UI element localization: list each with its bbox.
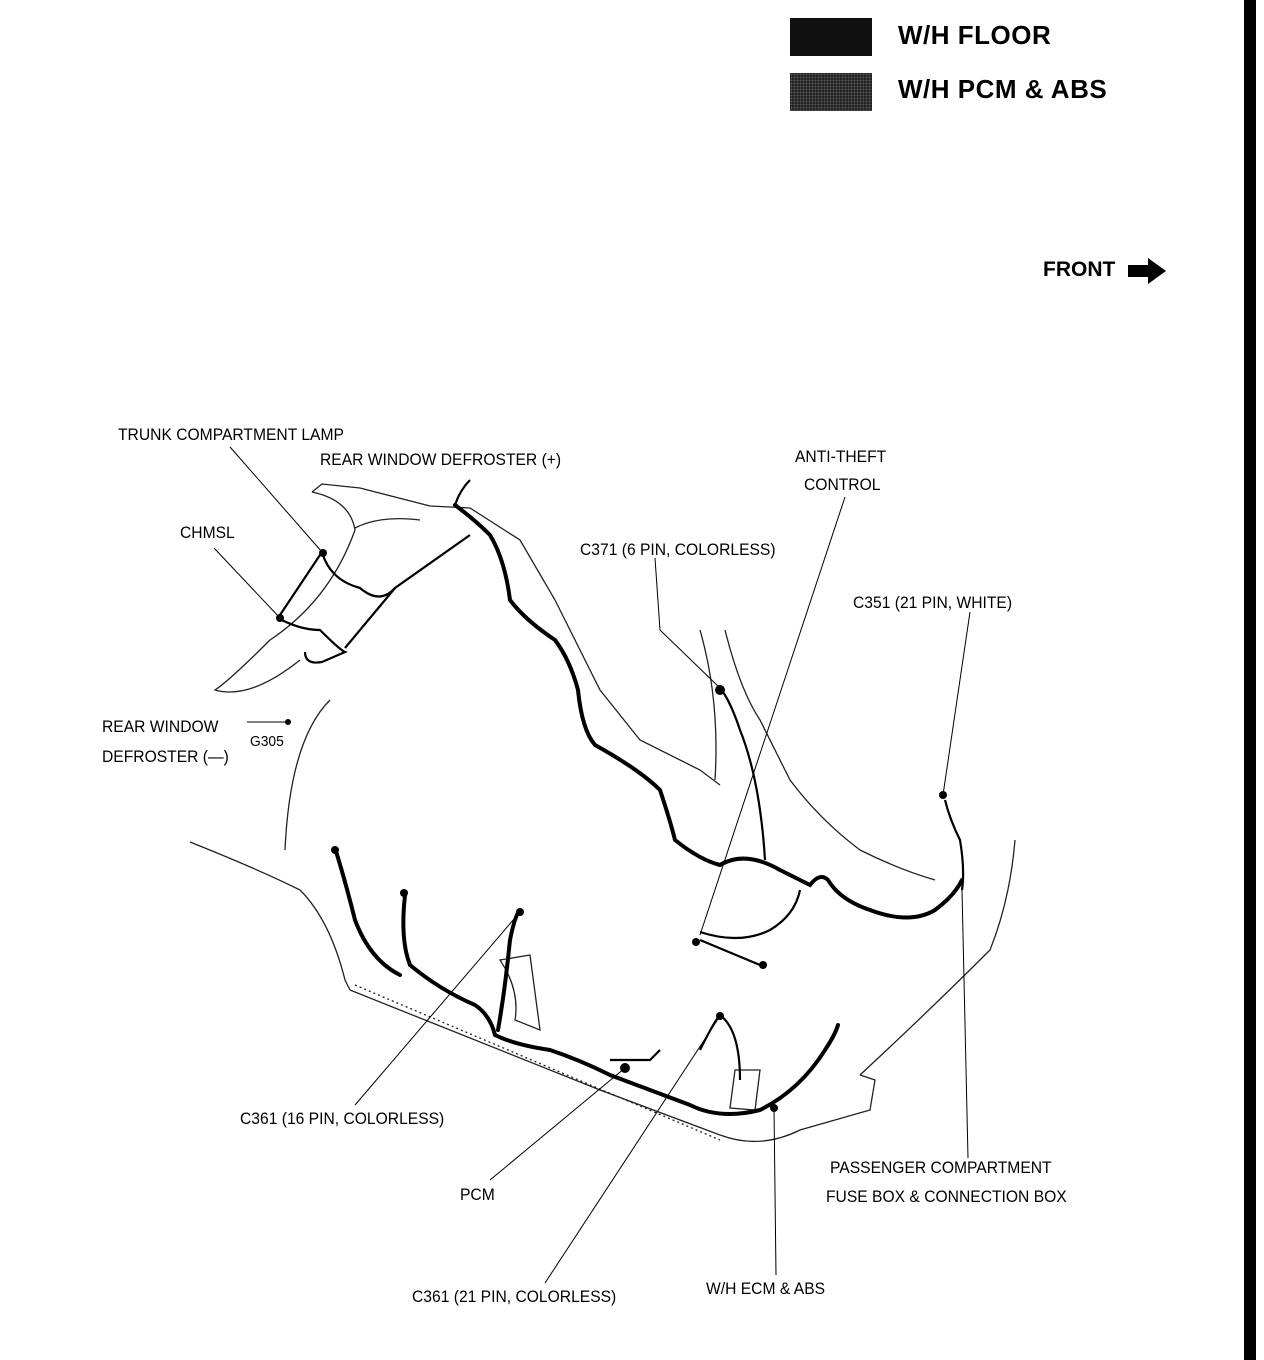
- c361-16pin-label: C361 (16 PIN, COLORLESS): [240, 1109, 445, 1128]
- legend-floor-label: W/H FLOOR: [898, 20, 1052, 50]
- passenger-box-label-line1: PASSENGER COMPARTMENT: [830, 1158, 1052, 1177]
- pcm-abs-harness: [278, 480, 963, 1080]
- rear-defroster-negative-label-line1: REAR WINDOW: [102, 717, 219, 736]
- rear-defroster-positive-label: REAR WINDOW DEFROSTER (+): [320, 450, 562, 469]
- passenger-box-label-line2: FUSE BOX & CONNECTION BOX: [826, 1187, 1067, 1206]
- c371-connector-label: C371 (6 PIN, COLORLESS): [580, 540, 776, 559]
- trunk-lamp-label: TRUNK COMPARTMENT LAMP: [118, 425, 344, 444]
- wh-ecm-abs-label: W/H ECM & ABS: [706, 1279, 826, 1298]
- vehicle-body-outline: [190, 484, 1015, 1141]
- g305-ground-label: G305: [250, 733, 284, 750]
- c361-21pin-label: C361 (21 PIN, COLORLESS): [412, 1287, 617, 1306]
- front-label: FRONT: [1043, 258, 1116, 281]
- anti-theft-label-line1: ANTI-THEFT: [795, 447, 887, 466]
- connector-dots: [276, 549, 947, 1112]
- pcm-label: PCM: [460, 1185, 495, 1204]
- legend-pcm-abs-label: W/H PCM & ABS: [898, 74, 1108, 104]
- rear-defroster-negative-label-line2: DEFROSTER (—): [102, 747, 229, 766]
- chmsl-label: CHMSL: [180, 523, 235, 542]
- page-border-rule: [1244, 0, 1256, 1360]
- anti-theft-label-line2: CONTROL: [804, 475, 881, 494]
- c351-connector-label: C351 (21 PIN, WHITE): [853, 593, 1013, 612]
